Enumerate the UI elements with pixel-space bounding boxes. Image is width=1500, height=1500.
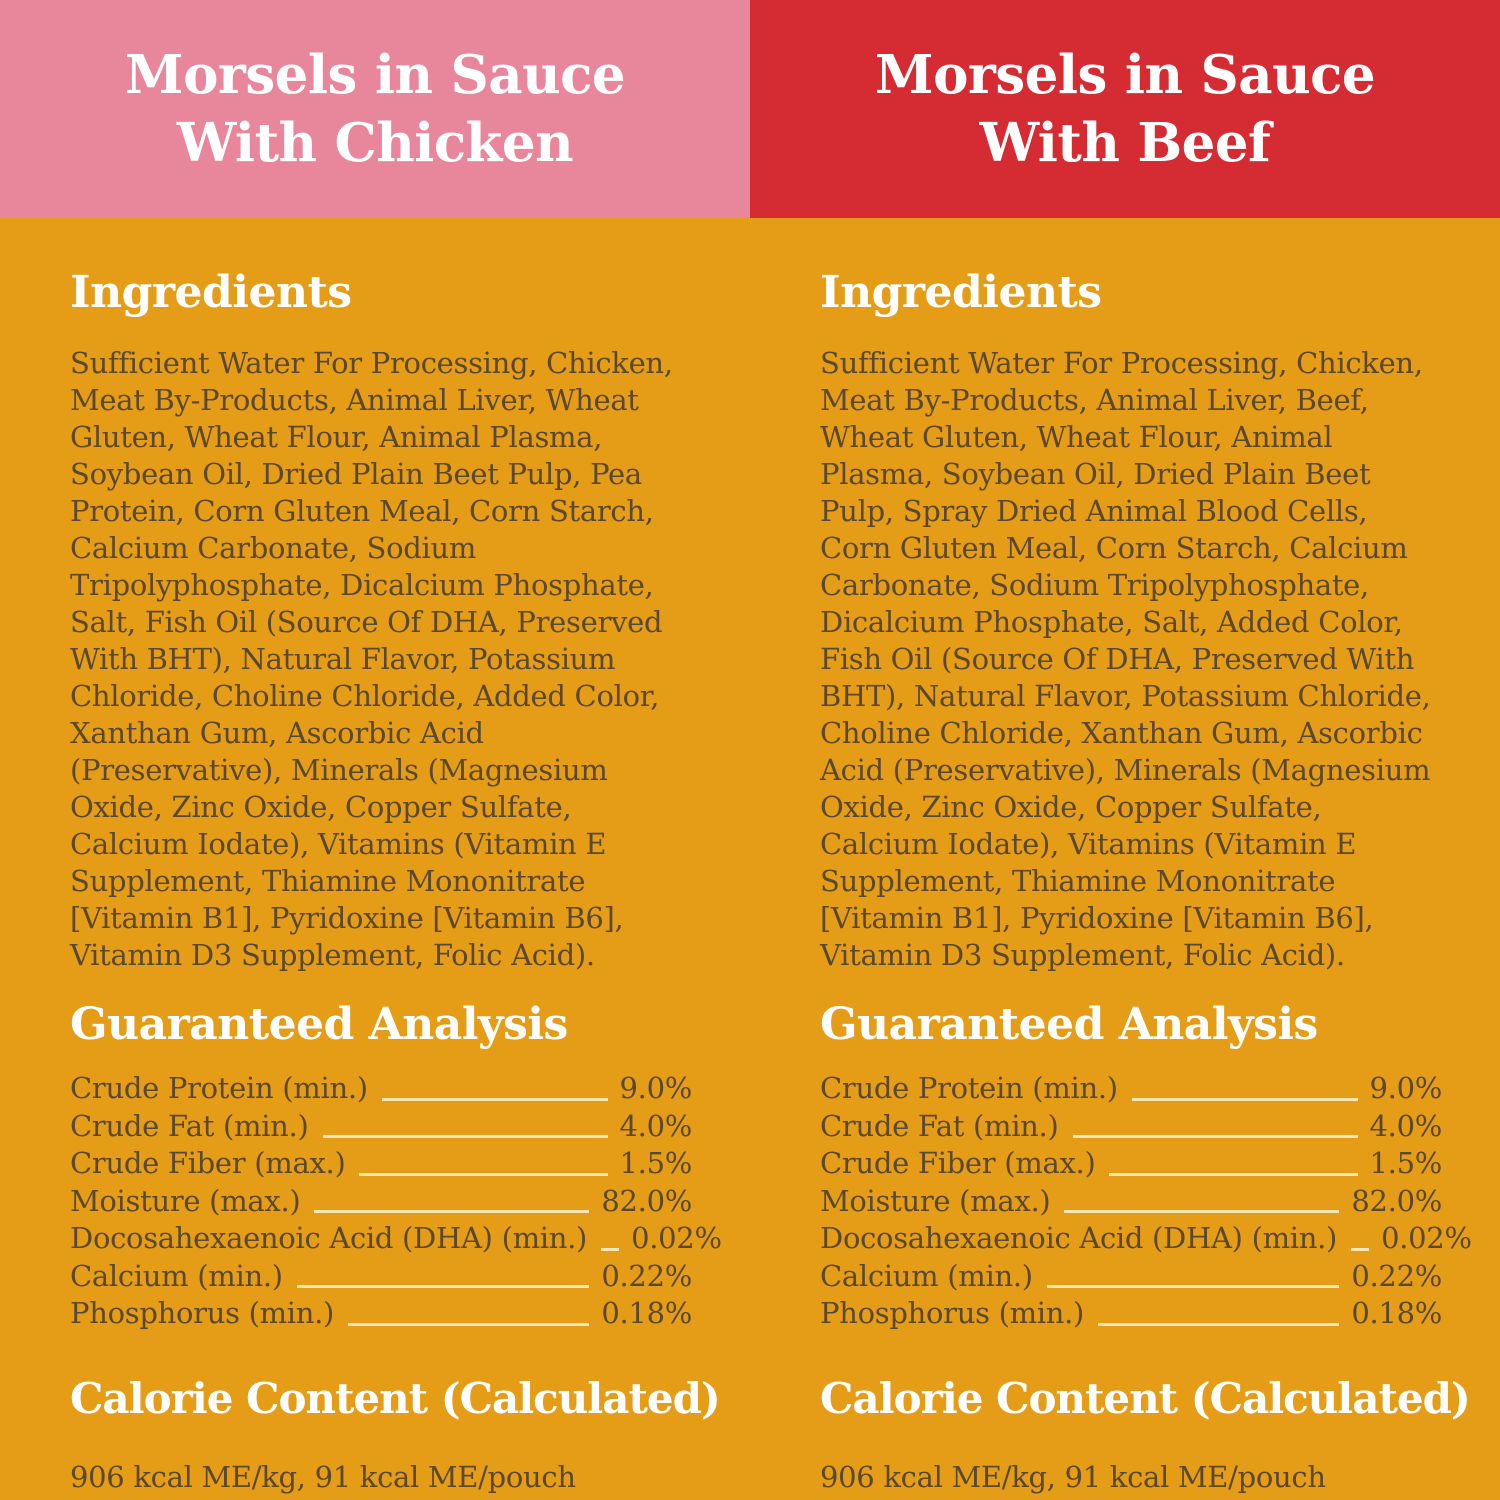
leader-line [297,1285,590,1288]
beef-guaranteed-analysis-heading: Guaranteed Analysis [820,998,1318,1050]
leader-line [1098,1323,1339,1326]
analysis-label: Docosahexaenoic Acid (DHA) (min.) [820,1221,1338,1256]
analysis-row [820,1258,1442,1296]
beef-calorie-heading: Calorie Content (Calculated) [820,1373,1470,1423]
chicken-guaranteed-analysis-table [70,1070,722,1333]
analysis-value: 4.0% [619,1108,692,1143]
beef-guaranteed-analysis-table [820,1070,1472,1333]
analysis-label: Crude Protein (min.) [70,1071,368,1106]
leader-line [1064,1210,1339,1213]
analysis-value: 82.0% [601,1183,692,1218]
analysis-label: Calcium (min.) [70,1258,283,1293]
beef-ingredients-text: Sufficient Water For Processing, Chicken, Meat By-Products, Animal Liver, Beef, Wheat Gluten, Wheat Flour, Animal Plasma, Soybean Oil, Dried Plain Beet Pulp, Spray Dried Animal Blood Cells, Corn Gluten Meal, Corn Starch, Calcium Carbonate, Sodium Tripolyphosphate, Dicalcium Phosphate, Salt, Added Color, Fish Oil (Source Of DHA, Preserved With BHT), Natural Flavor, Potassium Chloride, Choline Chloride, Xanthan Gum, Ascorbic Acid (Preservative), Minerals (Magnesium Oxide, Zinc Oxide, Copper Sulfate, Calcium Iodate), Vitamins (Vitamin E Supplement, Thiamine Mononitrate [Vitamin B1], Pyridoxine [Vitamin B6], Vitamin D3 Supplement, Folic Acid). [820,345,1431,972]
analysis-row [820,1108,1442,1146]
analysis-row [70,1070,692,1108]
analysis-row [70,1145,692,1183]
analysis-row [70,1183,692,1221]
chicken-calorie-text: 906 kcal ME/kg, 91 kcal ME/pouch [70,1459,576,1494]
leader-line [359,1173,607,1176]
leader-line [1073,1135,1358,1138]
analysis-label: Phosphorus (min.) [820,1296,1085,1331]
analysis-row [820,1220,1472,1258]
analysis-row [70,1220,722,1258]
leader-line [323,1135,608,1138]
analysis-label: Docosahexaenoic Acid (DHA) (min.) [70,1221,588,1256]
beef-title-line2: With Beef [979,112,1271,174]
beef-header-banner [750,0,1500,218]
analysis-row [820,1070,1442,1108]
analysis-value: 0.02% [1381,1221,1472,1256]
leader-line [348,1323,589,1326]
analysis-value: 1.5% [619,1146,692,1181]
leader-line [1047,1285,1340,1288]
analysis-label: Crude Fiber (max.) [820,1146,1096,1181]
beef-title-line1: Morsels in Sauce [874,44,1376,106]
beef-calorie-text: 906 kcal ME/kg, 91 kcal ME/pouch [820,1459,1326,1494]
analysis-value: 0.22% [1351,1258,1442,1293]
analysis-row [820,1145,1442,1183]
analysis-row [70,1108,692,1146]
analysis-label: Phosphorus (min.) [70,1296,335,1331]
analysis-label: Crude Fat (min.) [70,1108,309,1143]
chicken-guaranteed-analysis-heading: Guaranteed Analysis [70,998,568,1050]
analysis-value: 0.18% [1351,1296,1442,1331]
analysis-value: 0.18% [601,1296,692,1331]
analysis-value: 9.0% [619,1071,692,1106]
analysis-label: Crude Fiber (max.) [70,1146,346,1181]
beef-ingredients-heading: Ingredients [820,267,1102,318]
chicken-content [0,218,750,1500]
chicken-title-line1: Morsels in Sauce [124,44,626,106]
chicken-calorie-heading: Calorie Content (Calculated) [70,1373,720,1423]
analysis-label: Moisture (max.) [70,1183,301,1218]
chicken-ingredients-text: Sufficient Water For Processing, Chicken, Meat By-Products, Animal Liver, Wheat Gluten, Wheat Flour, Animal Plasma, Soybean Oil, Dried Plain Beet Pulp, Pea Protein, Corn Gluten Meal, Corn Starch, Calcium Carbonate, Sodium Tripolyphosphate, Dicalcium Phosphate, Salt, Fish Oil (Source Of DHA, Preserved With BHT), Natural Flavor, Potassium Chloride, Choline Chloride, Added Color, Xanthan Gum, Ascorbic Acid (Preservative), Minerals (Magnesium Oxide, Zinc Oxide, Copper Sulfate, Calcium Iodate), Vitamins (Vitamin E Supplement, Thiamine Mononitrate [Vitamin B1], Pyridoxine [Vitamin B6], Vitamin D3 Supplement, Folic Acid). [70,345,673,972]
analysis-value: 82.0% [1351,1183,1442,1218]
analysis-label: Calcium (min.) [820,1258,1033,1293]
analysis-row [70,1258,692,1296]
chicken-header-banner [0,0,750,218]
beef-content [750,218,1500,1500]
chicken-ingredients-heading: Ingredients [70,267,352,318]
analysis-value: 4.0% [1369,1108,1442,1143]
leader-line [1132,1098,1358,1101]
analysis-value: 1.5% [1369,1146,1442,1181]
analysis-value: 0.02% [631,1221,722,1256]
analysis-label: Crude Protein (min.) [820,1071,1118,1106]
analysis-row [70,1295,692,1333]
chicken-title-line2: With Chicken [176,112,574,174]
analysis-value: 0.22% [601,1258,692,1293]
leader-line [382,1098,608,1101]
leader-line [1109,1173,1357,1176]
leader-line [1351,1248,1369,1251]
analysis-row [820,1183,1442,1221]
analysis-value: 9.0% [1369,1071,1442,1106]
leader-line [601,1248,619,1251]
analysis-row [820,1295,1442,1333]
analysis-label: Moisture (max.) [820,1183,1051,1218]
column-beef [750,0,1500,1500]
analysis-label: Crude Fat (min.) [820,1108,1059,1143]
leader-line [314,1210,589,1213]
